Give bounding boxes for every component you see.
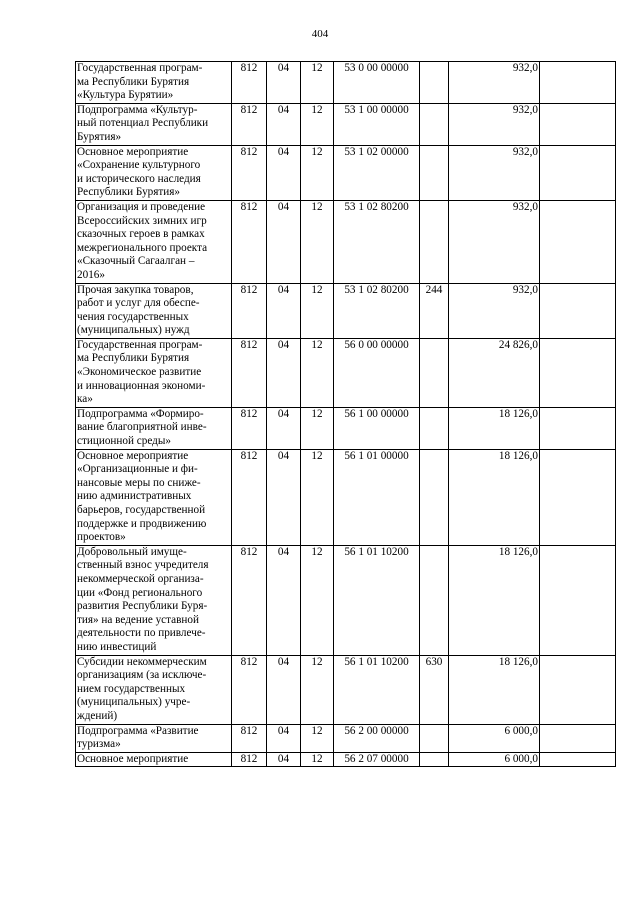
subsection-code-cell: 12 [301,655,334,724]
table-row [76,145,616,200]
extra-cell [540,724,616,752]
expense-type-cell: 630 [420,655,449,724]
target-article-cell: 56 2 00 00000 [334,724,420,752]
table-row [76,545,616,655]
target-article-cell: 56 2 07 00000 [334,752,420,767]
expense-type-cell [420,338,449,407]
budget-table [75,61,616,767]
extra-cell [540,200,616,283]
amount-cell: 24 826,0 [449,338,540,407]
amount-cell: 6 000,0 [449,724,540,752]
section-code-cell: 04 [267,655,301,724]
expense-type-cell [420,752,449,767]
subsection-code-cell: 12 [301,283,334,338]
target-article-cell: 53 0 00 00000 [334,62,420,104]
item-name-cell: Добровольный имуще- ственный взнос учредителя некоммерческой организа- ции «Фонд регионального развития Республики Буря- тия» на ведение уставной деятельности по привлече- нию инвестиций [76,545,232,655]
table-row [76,449,616,545]
item-name-cell: Подпрограмма «Развитие туризма» [76,724,232,752]
target-article-cell: 53 1 02 00000 [334,145,420,200]
page-number: 404 [311,28,329,40]
subsection-code-cell: 12 [301,752,334,767]
admin-code-cell: 812 [232,145,267,200]
table-row [76,655,616,724]
target-article-cell: 56 1 00 00000 [334,407,420,449]
subsection-code-cell: 12 [301,407,334,449]
amount-cell: 18 126,0 [449,407,540,449]
expense-type-cell [420,200,449,283]
section-code-cell: 04 [267,145,301,200]
expense-type-cell [420,724,449,752]
amount-cell: 932,0 [449,283,540,338]
section-code-cell: 04 [267,724,301,752]
target-article-cell: 56 1 01 00000 [334,449,420,545]
extra-cell [540,752,616,767]
subsection-code-cell: 12 [301,62,334,104]
expense-type-cell [420,103,449,145]
target-article-cell: 56 1 01 10200 [334,545,420,655]
admin-code-cell: 812 [232,103,267,145]
target-article-cell: 56 1 01 10200 [334,655,420,724]
amount-cell: 6 000,0 [449,752,540,767]
subsection-code-cell: 12 [301,449,334,545]
table-row [76,200,616,283]
expense-type-cell [420,449,449,545]
table-row [76,338,616,407]
extra-cell [540,338,616,407]
item-name-cell: Государственная програм- ма Республики Бурятия «Культура Бурятии» [76,62,232,104]
target-article-cell: 56 0 00 00000 [334,338,420,407]
expense-type-cell [420,62,449,104]
item-name-cell: Подпрограмма «Культур- ный потенциал Республики Бурятия» [76,103,232,145]
admin-code-cell: 812 [232,62,267,104]
item-name-cell: Подпрограмма «Формиро- вание благоприятной инве- стиционной среды» [76,407,232,449]
amount-cell: 932,0 [449,200,540,283]
table-row [76,283,616,338]
amount-cell: 18 126,0 [449,449,540,545]
budget-table-body [76,62,616,767]
expense-type-cell: 244 [420,283,449,338]
table-row [76,62,616,104]
table-row [76,103,616,145]
target-article-cell: 53 1 00 00000 [334,103,420,145]
item-name-cell: Основное мероприятие [76,752,232,767]
subsection-code-cell: 12 [301,200,334,283]
expense-type-cell [420,545,449,655]
item-name-cell: Прочая закупка товаров, работ и услуг для обеспе- чения государственных (муниципальных) нужд [76,283,232,338]
subsection-code-cell: 12 [301,103,334,145]
extra-cell [540,145,616,200]
section-code-cell: 04 [267,407,301,449]
section-code-cell: 04 [267,200,301,283]
subsection-code-cell: 12 [301,545,334,655]
section-code-cell: 04 [267,338,301,407]
item-name-cell: Субсидии некоммерческим организациям (за исключе- нием государственных (муниципальных) учре- ждений) [76,655,232,724]
amount-cell: 18 126,0 [449,655,540,724]
extra-cell [540,103,616,145]
section-code-cell: 04 [267,449,301,545]
expense-type-cell [420,145,449,200]
section-code-cell: 04 [267,62,301,104]
admin-code-cell: 812 [232,752,267,767]
admin-code-cell: 812 [232,724,267,752]
extra-cell [540,62,616,104]
extra-cell [540,407,616,449]
subsection-code-cell: 12 [301,338,334,407]
item-name-cell: Основное мероприятие «Сохранение культурного и исторического наследия Республики Бурятия» [76,145,232,200]
admin-code-cell: 812 [232,338,267,407]
section-code-cell: 04 [267,283,301,338]
admin-code-cell: 812 [232,407,267,449]
amount-cell: 932,0 [449,103,540,145]
section-code-cell: 04 [267,545,301,655]
target-article-cell: 53 1 02 80200 [334,283,420,338]
item-name-cell: Государственная програм- ма Республики Бурятия «Экономическое развитие и инновационная экономи- ка» [76,338,232,407]
section-code-cell: 04 [267,103,301,145]
target-article-cell: 53 1 02 80200 [334,200,420,283]
extra-cell [540,655,616,724]
amount-cell: 932,0 [449,62,540,104]
amount-cell: 18 126,0 [449,545,540,655]
item-name-cell: Организация и проведение Всероссийских зимних игр сказочных героев в рамках межрегионального проекта «Сказочный Сагаалган – 2016» [76,200,232,283]
amount-cell: 932,0 [449,145,540,200]
admin-code-cell: 812 [232,283,267,338]
table-row [76,724,616,752]
admin-code-cell: 812 [232,200,267,283]
table-row [76,407,616,449]
item-name-cell: Основное мероприятие «Организационные и фи- нансовые меры по сниже- нию административных барьеров, государственной поддержке и продвижению проектов» [76,449,232,545]
subsection-code-cell: 12 [301,724,334,752]
admin-code-cell: 812 [232,545,267,655]
extra-cell [540,545,616,655]
extra-cell [540,283,616,338]
table-row [76,752,616,767]
expense-type-cell [420,407,449,449]
subsection-code-cell: 12 [301,145,334,200]
admin-code-cell: 812 [232,655,267,724]
extra-cell [540,449,616,545]
admin-code-cell: 812 [232,449,267,545]
section-code-cell: 04 [267,752,301,767]
